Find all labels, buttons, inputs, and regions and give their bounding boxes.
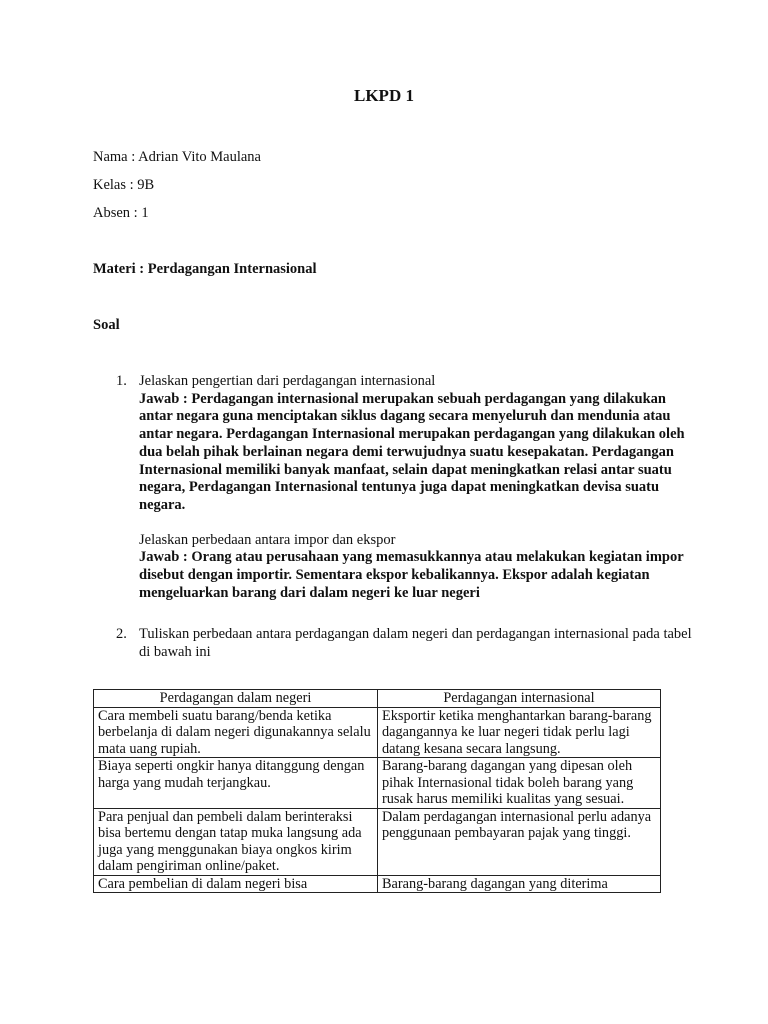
materi-heading: Materi : Perdagangan Internasional (93, 261, 317, 277)
answer-text-2: Jawab : Orang atau perusahaan yang memasukkannya atau melakukan kegiatan impor disebut dengan importir. Sementara ekspor kebalikannya. Ekspor adalah kegiatan mengeluarkan barang dari dalam negeri ke luar negeri (139, 549, 684, 601)
table-row (94, 808, 661, 875)
question-2 (116, 626, 696, 661)
table-cell: Barang-barang dagangan yang diterima (378, 875, 661, 893)
question-text-2: Jelaskan perbedaan antara impor dan ekspor (139, 531, 396, 548)
table-header: Perdagangan dalam negeri (94, 690, 378, 708)
student-absen: Absen : 1 (93, 205, 149, 221)
student-name: Nama : Adrian Vito Maulana (93, 149, 261, 165)
comparison-table (93, 689, 661, 893)
question-1 (116, 373, 696, 602)
table-row (94, 707, 661, 758)
table-cell: Cara membeli suatu barang/benda ketika berbelanja di dalam negeri digunakannya selalu mata uang rupiah. (94, 707, 378, 758)
question-number: 2. (116, 626, 127, 642)
document-title: LKPD 1 (354, 86, 414, 105)
table-cell: Biaya seperti ongkir hanya ditanggung dengan harga yang mudah terjangkau. (94, 758, 378, 809)
table-row (94, 758, 661, 809)
table-header-row (94, 690, 661, 708)
question-text: Tuliskan perbedaan antara perdagangan dalam negeri dan perdagangan internasional pada tabel di bawah ini (139, 626, 692, 660)
question-text: Jelaskan pengertian dari perdagangan internasional (139, 373, 436, 389)
table-cell: Dalam perdagangan internasional perlu adanya penggunaan pembayaran pajak yang tinggi. (378, 808, 661, 875)
table-cell: Barang-barang dagangan yang dipesan oleh pihak Internasional tidak boleh barang yang rusak harus memiliki kualitas yang sesuai. (378, 758, 661, 809)
table-cell: Para penjual dan pembeli dalam berinteraksi bisa bertemu dengan tatap muka langsung ada juga yang menggunakan biaya ongkos kirim dalam pengiriman online/paket. (94, 808, 378, 875)
table-header: Perdagangan internasional (378, 690, 661, 708)
table-cell: Eksportir ketika menghantarkan barang-barang dagangannya ke luar negeri tidak perlu lagi datang kesana secara langsung. (378, 707, 661, 758)
soal-heading: Soal (93, 317, 120, 333)
answer-text: Jawab : Perdagangan internasional merupakan sebuah perdagangan yang dilakukan antar negara guna menciptakan siklus dagang secara menyeluruh dan mendunia atau antar negara. Perdagangan Internasional merupakan perdagangan yang dilakukan oleh dua belah pihak berlainan negara demi terwujudnya suatu kesepakatan. Perdagangan Internasional memiliki banyak manfaat, selain dapat meningkatkan relasi antar suatu negara, Perdagangan Internasional tentunya juga dapat meningkatkan devisa suatu negara. (139, 390, 685, 513)
table-cell: Cara pembelian di dalam negeri bisa (94, 875, 378, 893)
table-row (94, 875, 661, 893)
question-number: 1. (116, 373, 127, 389)
student-class: Kelas : 9B (93, 177, 155, 193)
